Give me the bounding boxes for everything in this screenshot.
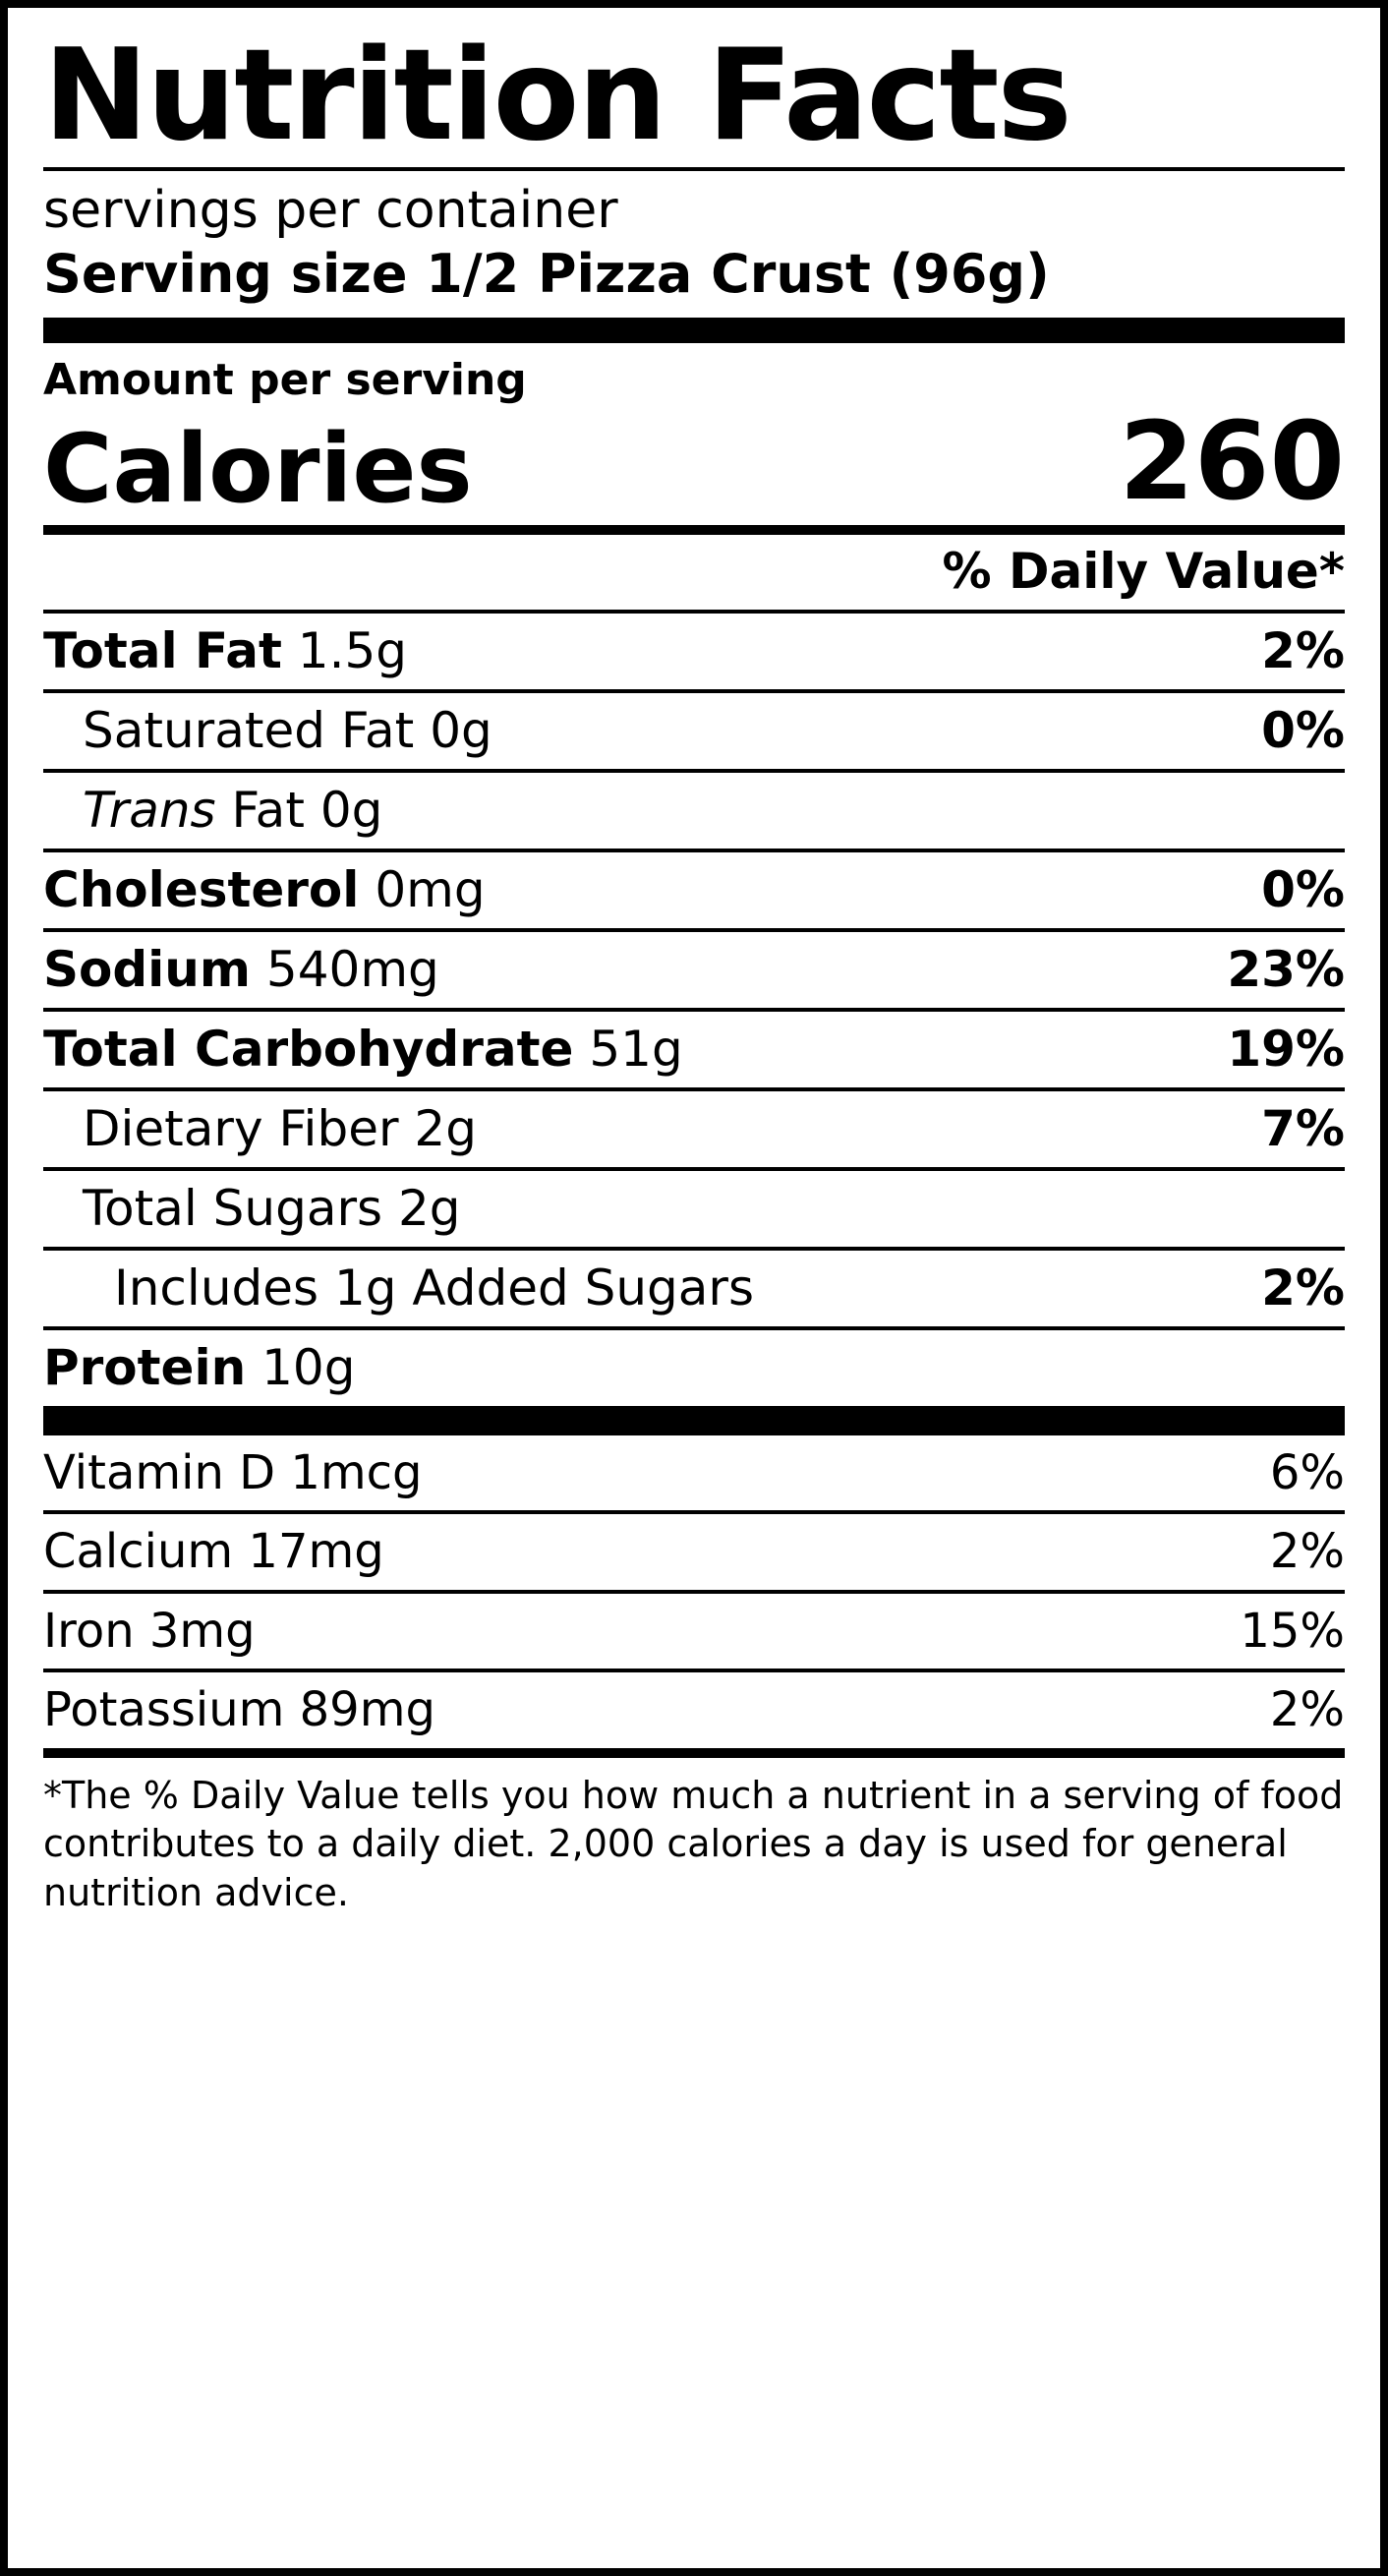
table-row-sodium: [43, 932, 1345, 1008]
table-row-trans-fat: [43, 773, 1345, 849]
nutrient-label-protein: Protein: [43, 1338, 247, 1396]
nutrient-dv-total-fat: 2%: [1261, 621, 1345, 679]
nutrient-name-trans-fat: [43, 782, 382, 840]
vitamin-name-potassium: Potassium 89mg: [43, 1682, 435, 1738]
servings-per-container: servings per container: [43, 181, 618, 240]
nutrient-amount-protein: 10g: [261, 1338, 356, 1396]
nutrient-dv-sodium: 23%: [1227, 940, 1345, 998]
divider-thick-vitamins: [43, 1406, 1345, 1435]
nutrient-dv-saturated-fat: 0%: [1261, 701, 1345, 759]
serving-size-value: 1/2 Pizza Crust (96g): [426, 243, 1050, 306]
nutrient-amount-saturated-fat: 0g: [430, 701, 492, 759]
serving-size-label: Serving size: [43, 243, 408, 306]
table-row-calcium: [43, 1514, 1345, 1590]
table-row-total-carbohydrate: [43, 1012, 1345, 1087]
nutrient-label-sodium: Sodium: [43, 940, 251, 998]
vitamin-name-iron: Iron 3mg: [43, 1603, 256, 1659]
nutrient-dv-added-sugars: 2%: [1261, 1259, 1345, 1317]
nutrient-dv-cholesterol: 0%: [1261, 860, 1345, 918]
nutrient-name-added-sugars: [43, 1259, 754, 1317]
table-row-iron: [43, 1594, 1345, 1669]
calories-label: Calories: [43, 413, 473, 524]
vitamin-dv-iron: 15%: [1240, 1603, 1345, 1659]
vitamin-name-calcium: Calcium 17mg: [43, 1524, 384, 1580]
daily-value-footnote: *The % Daily Value tells you how much a nutrient in a serving of food contributes to a daily diet. 2,000 calories a day is used for general nutrition advice.: [43, 1774, 1344, 1914]
daily-value-header: % Daily Value*: [942, 542, 1345, 600]
nutrient-name-protein: [43, 1339, 355, 1397]
table-row-dietary-fiber: [43, 1091, 1345, 1167]
table-row-total-sugars: [43, 1171, 1345, 1247]
nutrient-amount-sodium: 540mg: [265, 940, 439, 998]
nutrient-label-dietary-fiber: Dietary Fiber: [83, 1099, 399, 1157]
vitamin-dv-potassium: 2%: [1269, 1682, 1345, 1738]
nutrient-dv-dietary-fiber: 7%: [1261, 1099, 1345, 1157]
nutrient-amount-cholesterol: 0mg: [375, 860, 486, 918]
calories-row: [43, 398, 1345, 525]
nutrient-name-cholesterol: [43, 861, 486, 919]
nutrient-amount-total-carbohydrate: 51g: [589, 1020, 683, 1078]
nutrient-label-total-carbohydrate: Total Carbohydrate: [43, 1020, 574, 1078]
vitamin-dv-vitamin-d: 6%: [1269, 1444, 1345, 1500]
table-row-saturated-fat: [43, 693, 1345, 769]
divider-thick-top: [43, 318, 1345, 343]
table-row-total-fat: [43, 614, 1345, 689]
vitamin-name-vitamin-d: Vitamin D 1mcg: [43, 1444, 423, 1500]
nutrient-name-total-fat: [43, 622, 407, 680]
table-row-potassium: [43, 1672, 1345, 1748]
nutrient-label-trans: Trans: [83, 781, 216, 839]
table-row-protein: [43, 1330, 1345, 1406]
nutrient-label-total-sugars: Total Sugars: [83, 1179, 383, 1237]
nutrient-name-sodium: [43, 941, 439, 999]
nutrients-list: [43, 614, 1345, 1406]
nutrient-name-total-sugars: [43, 1180, 461, 1238]
label-title: Nutrition Facts: [43, 23, 1070, 169]
nutrient-name-total-carbohydrate: [43, 1021, 683, 1079]
nutrient-label-saturated-fat: Saturated Fat: [83, 701, 415, 759]
nutrient-amount-total-sugars: 2g: [397, 1179, 461, 1237]
vitamins-list: [43, 1435, 1345, 1749]
nutrient-label-includes: Includes: [114, 1259, 319, 1317]
vitamin-dv-calcium: 2%: [1269, 1524, 1345, 1580]
nutrient-label-total-fat: Total Fat: [43, 621, 282, 679]
nutrient-name-dietary-fiber: [43, 1100, 477, 1158]
table-row-vitamin-d: [43, 1435, 1345, 1511]
nutrient-label-cholesterol: Cholesterol: [43, 860, 360, 918]
divider-under-calories: [43, 525, 1345, 535]
nutrient-amount-added-sugars: 1g Added Sugars: [333, 1259, 755, 1317]
nutrient-dv-total-carbohydrate: 19%: [1227, 1020, 1345, 1078]
nutrient-amount-total-fat: 1.5g: [297, 621, 408, 679]
table-row-added-sugars: [43, 1251, 1345, 1326]
nutrient-amount-dietary-fiber: 2g: [414, 1099, 477, 1157]
serving-size-row: [43, 241, 1345, 318]
divider-above-footnote: [43, 1748, 1345, 1758]
table-row-cholesterol: [43, 852, 1345, 928]
amount-per-serving: Amount per serving: [43, 355, 527, 406]
nutrient-amount-trans-fat: Fat 0g: [231, 781, 383, 839]
calories-value: 260: [1119, 398, 1345, 525]
nutrient-name-saturated-fat: [43, 702, 492, 760]
